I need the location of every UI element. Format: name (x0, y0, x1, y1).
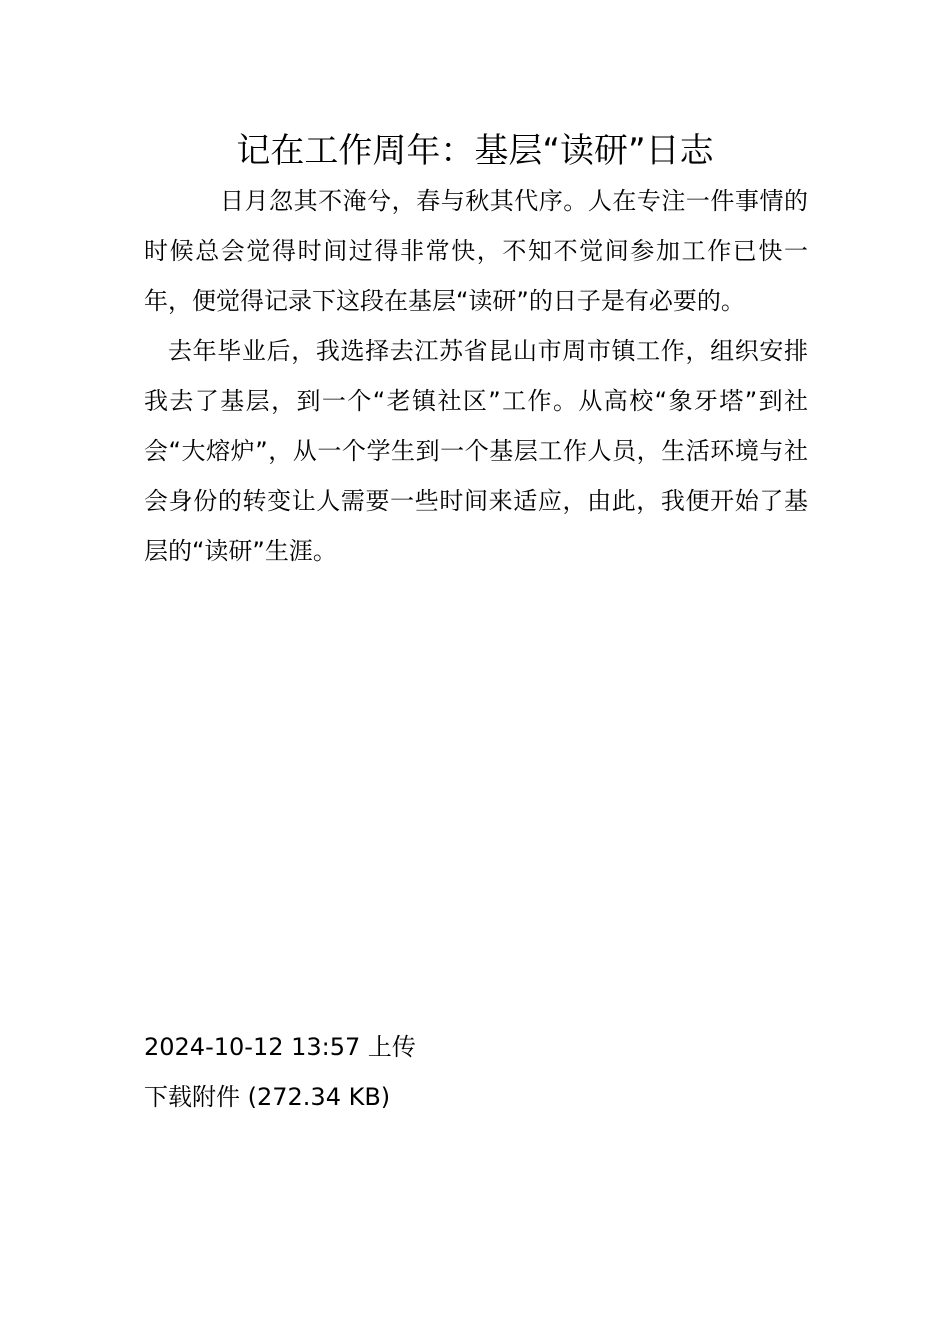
download-attachment-link[interactable]: 下载附件 (272.34 KB) (144, 1083, 391, 1111)
paragraph-1: 日月忽其不淹兮，春与秋其代序。人在专注一件事情的时候总会觉得时间过得非常快，不知不觉间参加工作已快一年，便觉得记录下这段在基层“读研”的日子是有必要的。 (144, 187, 808, 315)
paragraph-2: 去年毕业后，我选择去江苏省昆山市周市镇工作，组织安排我去了基层，到一个“老镇社区”工作。从高校“象牙塔”到社会“大熔炉”，从一个学生到一个基层工作人员，生活环境与社会身份的转变让人需要一些时间来适应，由此，我便开始了基层的“读研”生涯。 (144, 337, 808, 565)
upload-timestamp: 2024-10-12 13:57 上传 (144, 1033, 416, 1061)
attachment-meta (144, 1022, 808, 1122)
article-body (144, 176, 808, 576)
document-title: 记在工作周年：基层“读研”日志 (236, 131, 714, 171)
